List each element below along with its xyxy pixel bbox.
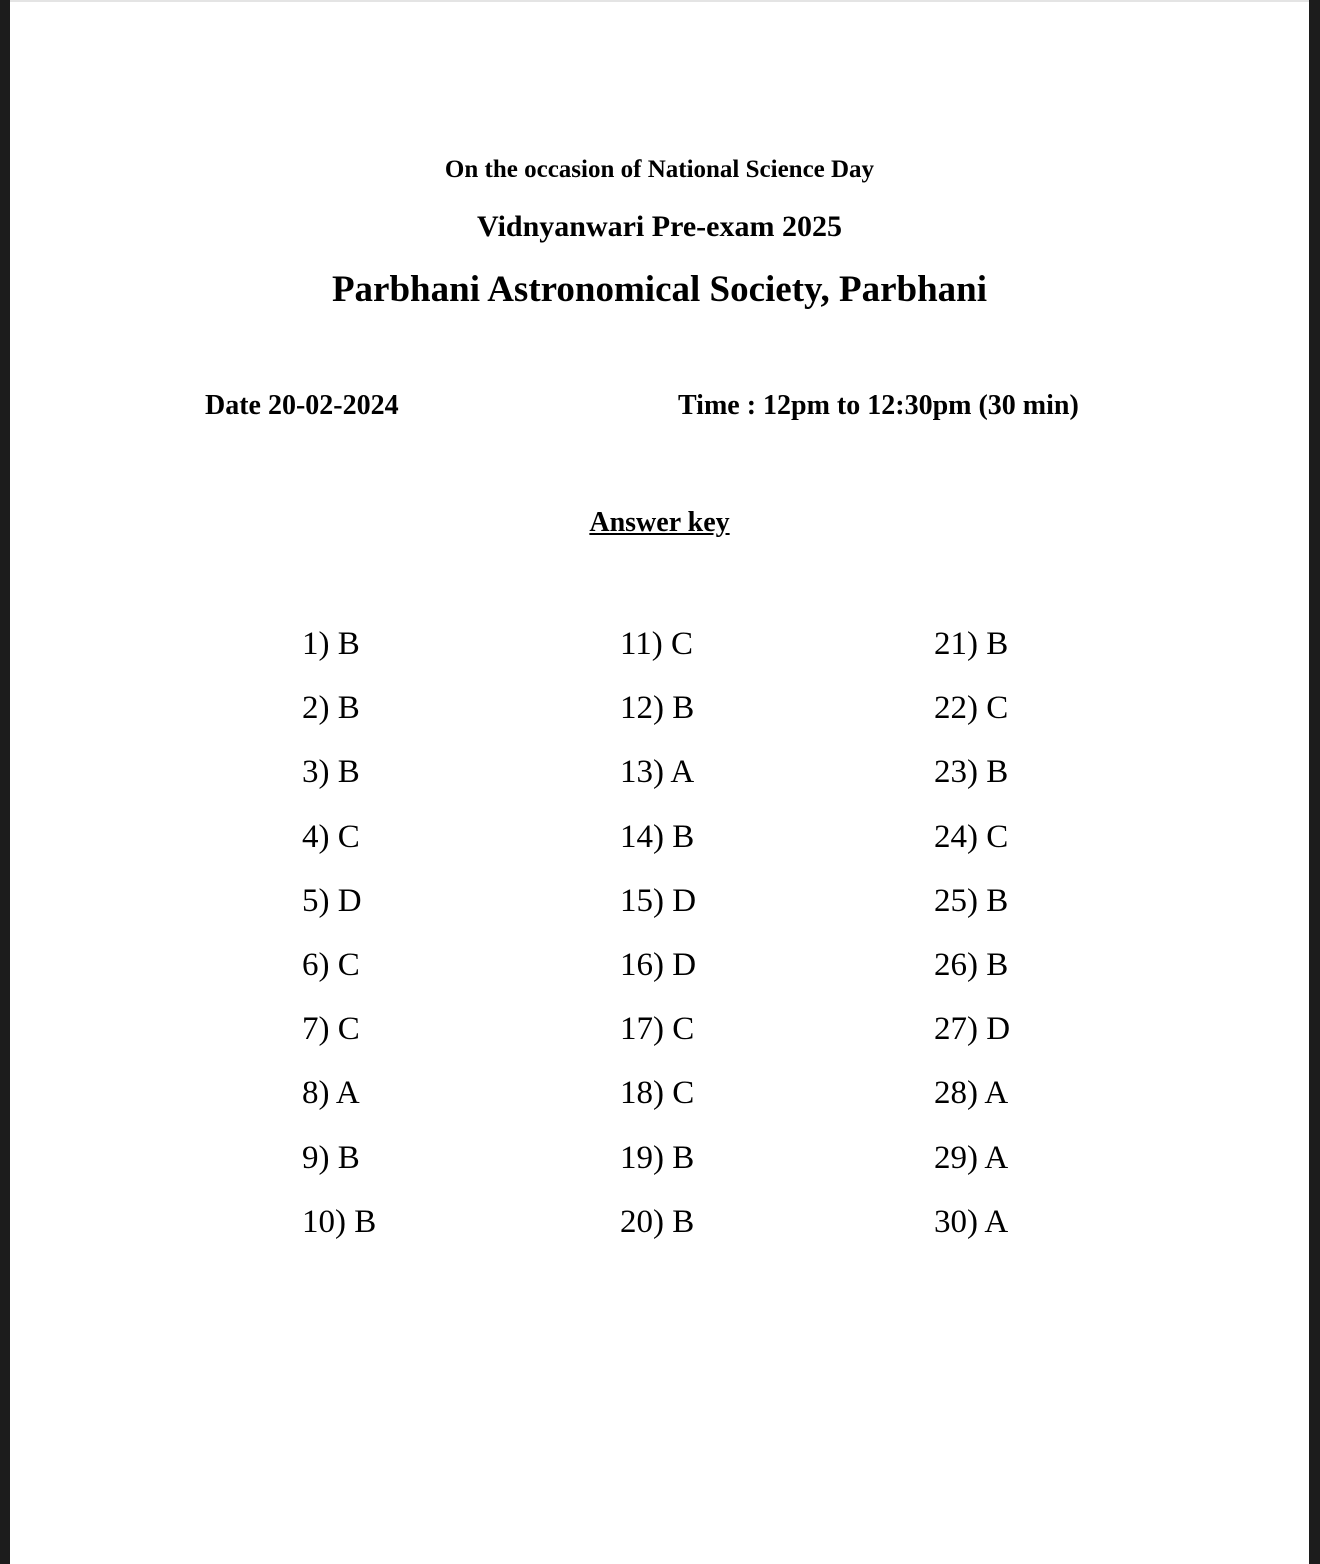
answer-item: 1) B	[302, 626, 360, 662]
answer-item: 15) D	[620, 882, 697, 919]
answer-item: 3) B	[302, 754, 360, 791]
answer-item: 16) D	[620, 946, 697, 983]
answer-item: 17) C	[620, 1011, 695, 1048]
answer-item: 10) B	[302, 1203, 377, 1240]
answer-item: 4) C	[302, 818, 360, 855]
left-border	[0, 0, 10, 1564]
answer-item: 20) B	[620, 1203, 695, 1240]
answer-item: 18) C	[620, 1075, 695, 1112]
answer-item: 26) B	[934, 946, 1009, 983]
answer-column-1	[302, 624, 502, 1266]
answer-item: 2) B	[302, 690, 360, 727]
exam-title: Vidnyanwari Pre-exam 2025	[477, 210, 842, 243]
answer-item: 19) B	[620, 1139, 695, 1176]
answer-item: 12) B	[620, 690, 695, 727]
answer-item: 30) A	[934, 1203, 1009, 1240]
answer-item: 11) C	[620, 626, 694, 662]
answer-column-3	[934, 624, 1134, 1266]
answer-column-2	[620, 624, 820, 1266]
answer-item: 28) A	[934, 1075, 1009, 1112]
exam-time: Time : 12pm to 12:30pm (30 min)	[678, 390, 1079, 421]
answer-item: 5) D	[302, 882, 362, 919]
answer-item: 24) C	[934, 818, 1009, 855]
occasion-heading: On the occasion of National Science Day	[444, 156, 875, 183]
society-title: Parbhani Astronomical Society, Parbhani	[331, 269, 988, 310]
answer-item: 23) B	[934, 754, 1009, 791]
answer-item: 25) B	[934, 882, 1009, 919]
answer-item: 7) C	[302, 1011, 360, 1048]
answer-item: 13) A	[620, 754, 695, 791]
answer-item: 27) D	[934, 1011, 1011, 1048]
exam-date: Date 20-02-2024	[205, 390, 399, 421]
answer-item: 8) A	[302, 1075, 360, 1112]
answer-item: 21) B	[934, 626, 1009, 662]
document-page	[10, 2, 1309, 1564]
answer-item: 9) B	[302, 1139, 360, 1176]
answer-item: 14) B	[620, 818, 695, 855]
right-border	[1309, 0, 1320, 1564]
answer-item: 29) A	[934, 1139, 1009, 1176]
answer-item: 6) C	[302, 946, 360, 983]
answer-item: 22) C	[934, 690, 1009, 727]
answer-key-title: Answer key	[589, 507, 730, 538]
